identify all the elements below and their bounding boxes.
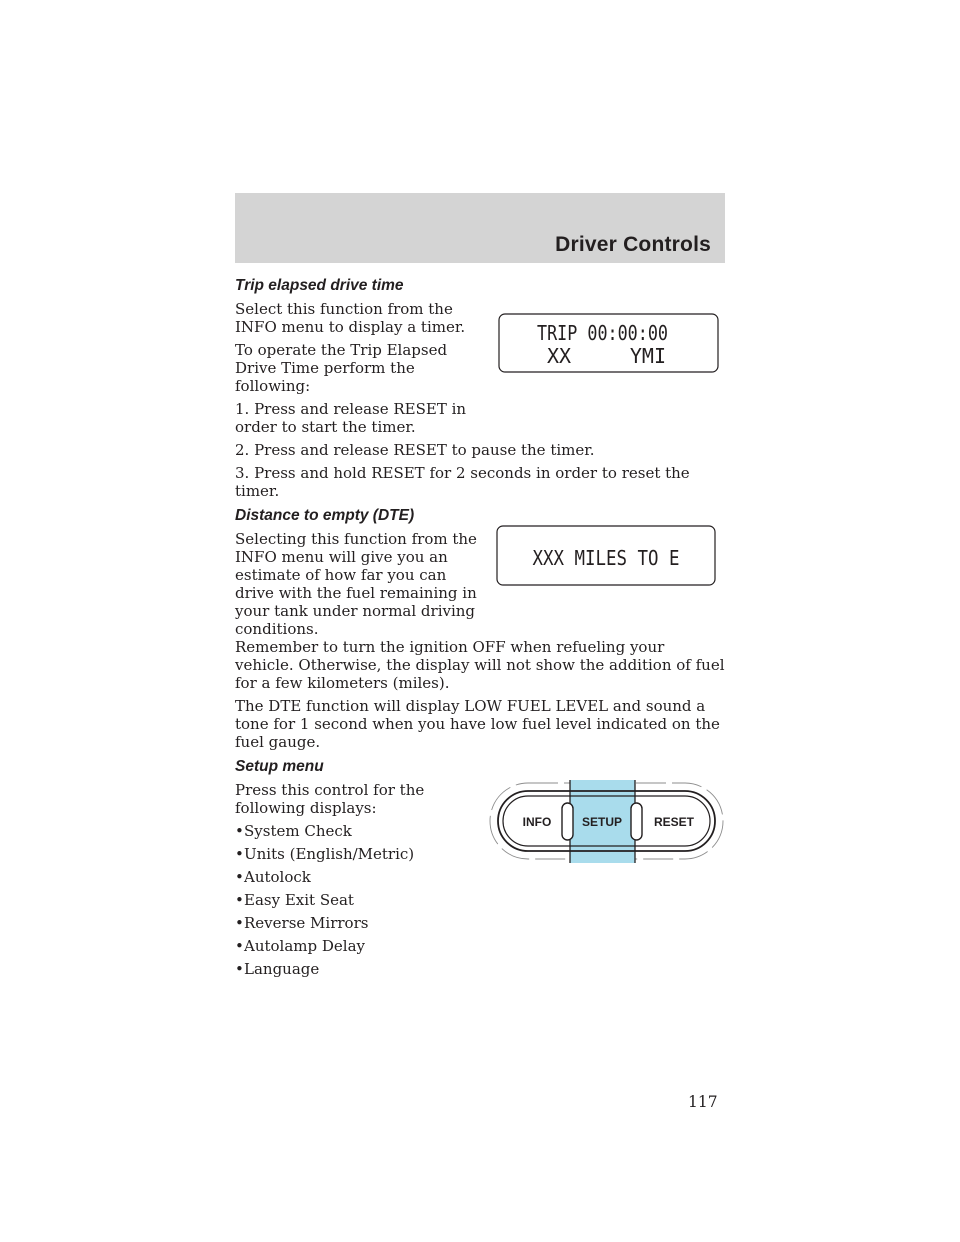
dte-refuel-note: Remember to turn the ignition OFF when refueling your vehicle. Otherwise, the display will not show the addition of fuel for a few kilometers (miles). [235,638,725,692]
header-band [235,193,725,263]
trip-display-xx: XX [547,344,572,368]
trip-section [235,276,725,500]
trip-step-3: 3. Press and hold RESET for 2 seconds in order to reset the timer. [235,464,690,500]
list-item: • Reverse Mirrors [235,914,369,932]
separator-left [562,803,573,840]
list-item: • Autolamp Delay [235,937,366,955]
control-buttons-figure [488,777,728,867]
trip-instructions: To operate the Trip Elapsed Drive Time perform the following: [235,341,448,395]
section-title: Driver Controls [555,233,711,256]
page-number: 117 [688,1093,718,1111]
page-content [235,276,725,983]
setup-intro: Press this control for the following displays: [235,781,425,817]
separator-right [631,803,642,840]
dte-display-text: XXX MILES TO E [532,546,680,570]
setup-button[interactable]: SETUP [581,815,623,829]
list-item: • System Check [235,822,352,840]
trip-display-figure [498,313,720,375]
trip-step-2: 2. Press and release RESET to pause the timer. [235,441,595,459]
trip-display-ymi: YMI [629,344,666,368]
trip-step-1: 1. Press and release RESET in order to start the timer. [235,400,467,436]
reset-button[interactable]: RESET [653,815,695,829]
list-item: • Units (English/Metric) [235,845,415,863]
trip-display-line1: TRIP 00:00:00 [537,321,668,345]
dte-intro: Selecting this function from the INFO menu will give you an estimate of how far you can drive with the fuel remaining in your tank under normal driving conditions. [235,530,477,638]
dte-section [235,506,725,751]
dte-low-fuel: The DTE function will display LOW FUEL LEVEL and sound a tone for 1 second when you have low fuel level indicated on the fuel gauge. [235,697,720,751]
trip-heading: Trip elapsed drive time [235,277,404,294]
setup-section [235,757,725,978]
trip-intro: Select this function from the INFO menu to display a timer. [235,300,466,336]
list-item: • Language [235,960,320,978]
info-button[interactable]: INFO [522,815,552,829]
setup-heading: Setup menu [235,758,324,775]
list-item: • Easy Exit Seat [235,891,354,909]
dte-heading: Distance to empty (DTE) [235,507,415,524]
list-item: • Autolock [235,868,311,886]
dte-display-figure [496,525,717,588]
